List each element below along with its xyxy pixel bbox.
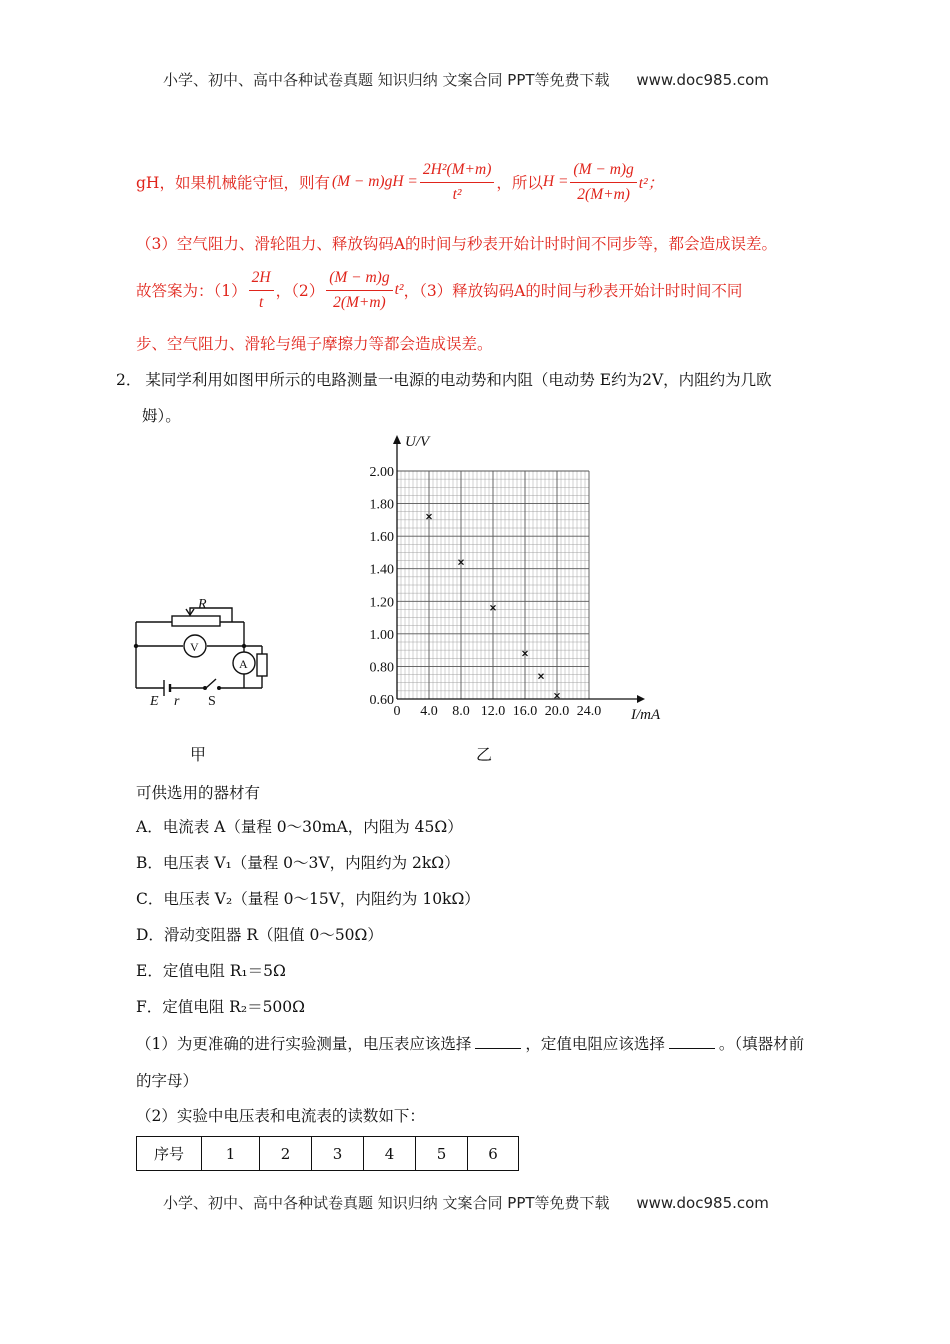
equipment-item: D．滑动变阻器 R（阻值 0～50Ω）	[136, 926, 383, 944]
voltmeter-answer-blank[interactable]	[475, 1036, 521, 1049]
footer-text: 小学、初中、高中各种试卷真题 知识归纳 文案合同 PPT等免费下载	[163, 1194, 610, 1212]
table-cell: 5	[416, 1137, 468, 1171]
answer-1-den: t	[258, 293, 264, 311]
x-tick-label: 12.0	[480, 704, 506, 719]
equipment-intro: 可供选用的器材有	[136, 784, 261, 802]
x-tick-label: 8.0	[452, 704, 470, 719]
table-cell: 4	[364, 1137, 416, 1171]
equipment-item: F．定值电阻 R₂＝500Ω	[136, 998, 306, 1016]
table-cell: 1	[202, 1137, 260, 1171]
energy-fraction	[420, 159, 494, 206]
voltmeter-label: V	[190, 640, 199, 654]
answer-line-4: 步、空气阻力、滑轮与绳子摩擦力等都会造成误差。	[136, 335, 493, 353]
equipment-item: C．电压表 V₂（量程 0～15V，内阻约为 10kΩ）	[136, 890, 480, 908]
ammeter-label: A	[239, 657, 248, 671]
switch-label: S	[208, 694, 216, 709]
energy-fraction-den: t²	[452, 185, 462, 203]
equipment-item: E．定值电阻 R₁＝5Ω	[136, 962, 286, 980]
u-i-chart	[355, 430, 685, 730]
part-1-text-d: 的字母）	[136, 1072, 199, 1090]
answer-1-fraction	[249, 267, 274, 314]
rheostat-label: R	[198, 597, 207, 612]
table-row	[137, 1137, 519, 1171]
x-axis-arrow-icon	[637, 695, 645, 703]
part-1-text-c: 。（填器材前	[718, 1035, 805, 1053]
y-axis-arrow-icon	[393, 435, 401, 444]
height-fraction-den: 2(M+m)	[577, 185, 630, 203]
x-tick-label: 4.0	[420, 704, 438, 719]
equipment-item: B．电压表 V₁（量程 0～3V，内阻约为 2kΩ）	[136, 854, 460, 872]
part-1-text-a: （1）为更准确的进行实验测量，电压表应该选择	[136, 1035, 472, 1053]
answer-line-3	[136, 262, 742, 318]
question-number: 2．	[116, 371, 142, 389]
part-2-text: （2）实验中电压表和电流表的读数如下：	[136, 1107, 425, 1125]
y-tick-label: 1.00	[369, 627, 394, 643]
page-header	[163, 69, 769, 90]
x-tick-label: 20.0	[544, 704, 570, 719]
emf-label: E	[150, 694, 159, 709]
table-header-cell: 序号	[137, 1137, 202, 1171]
answer-2-label: ，（2）	[275, 282, 325, 300]
chart-x-ticks	[394, 704, 602, 719]
answer-2-den: 2(M+m)	[333, 293, 386, 311]
y-tick-label: 1.60	[369, 530, 394, 546]
question-text-2: 姆）。	[142, 407, 181, 425]
footer-site[interactable]: www.doc985.com	[636, 1194, 769, 1212]
energy-fraction-num: 2H²(M+m)	[420, 159, 494, 183]
y-tick-label: 1.20	[369, 595, 394, 611]
height-tail: t²；	[638, 175, 664, 192]
circuit-diagram	[128, 596, 278, 714]
energy-lhs: (M − m)gH =	[331, 173, 418, 190]
y-tick-label: 0.80	[369, 660, 394, 676]
table-cell: 3	[312, 1137, 364, 1171]
page-footer	[163, 1192, 769, 1213]
question-2-line-1	[116, 368, 772, 390]
y-tick-label: 0.60	[369, 693, 394, 708]
question-text-1: 某同学利用如图甲所示的电路测量一电源的电动势和内阻（电动势 E约为2V，内阻约为几欧	[145, 371, 772, 389]
header-site[interactable]: www.doc985.com	[636, 71, 769, 89]
height-fraction	[570, 159, 636, 206]
x-tick-label: 24.0	[576, 704, 602, 719]
chart-caption: 乙	[476, 745, 493, 764]
answer-so-text: ，所以	[496, 174, 543, 192]
answer-line-1	[136, 152, 663, 212]
table-cell: 2	[260, 1137, 312, 1171]
answer-3-text: ，（3）释放钩码A的时间与秒表开始计时时间不同	[403, 282, 743, 300]
circuit-caption: 甲	[190, 745, 207, 764]
table-cell: 6	[468, 1137, 519, 1171]
y-tick-label: 1.40	[369, 562, 394, 578]
answer-line-2: （3）空气阻力、滑轮阻力、释放钩码A的时间与秒表开始计时时间不同步等，都会造成误差。	[136, 235, 778, 253]
chart-x-label: I/mA	[631, 707, 661, 723]
x-tick-label: 0	[393, 704, 401, 719]
chart-y-label: U/V	[405, 434, 430, 450]
readings-table	[136, 1136, 519, 1171]
height-fraction-num: (M − m)g	[570, 159, 636, 183]
y-tick-label: 1.80	[369, 497, 394, 513]
resistor-answer-blank[interactable]	[669, 1036, 715, 1049]
chart-y-ticks	[370, 465, 395, 708]
answer-2-fraction	[326, 267, 392, 314]
answer-prefix: 故答案为：（1）	[136, 282, 247, 300]
answer-1-num: 2H	[249, 267, 274, 291]
answer-2-t2: t²	[394, 281, 404, 298]
x-tick-label: 16.0	[512, 704, 538, 719]
internal-resistance-label: r	[174, 694, 180, 709]
y-tick-label: 2.00	[369, 465, 394, 480]
answer-2-num: (M − m)g	[326, 267, 392, 291]
part-1-line	[136, 1032, 804, 1054]
header-text: 小学、初中、高中各种试卷真题 知识归纳 文案合同 PPT等免费下载	[163, 71, 610, 89]
equipment-item: A．电流表 A（量程 0～30mA，内阻为 45Ω）	[136, 818, 463, 836]
part-1-text-b: ，定值电阻应该选择	[525, 1035, 665, 1053]
answer-gh-text: gH，如果机械能守恒，则有	[136, 174, 330, 192]
height-var: H =	[542, 173, 569, 190]
